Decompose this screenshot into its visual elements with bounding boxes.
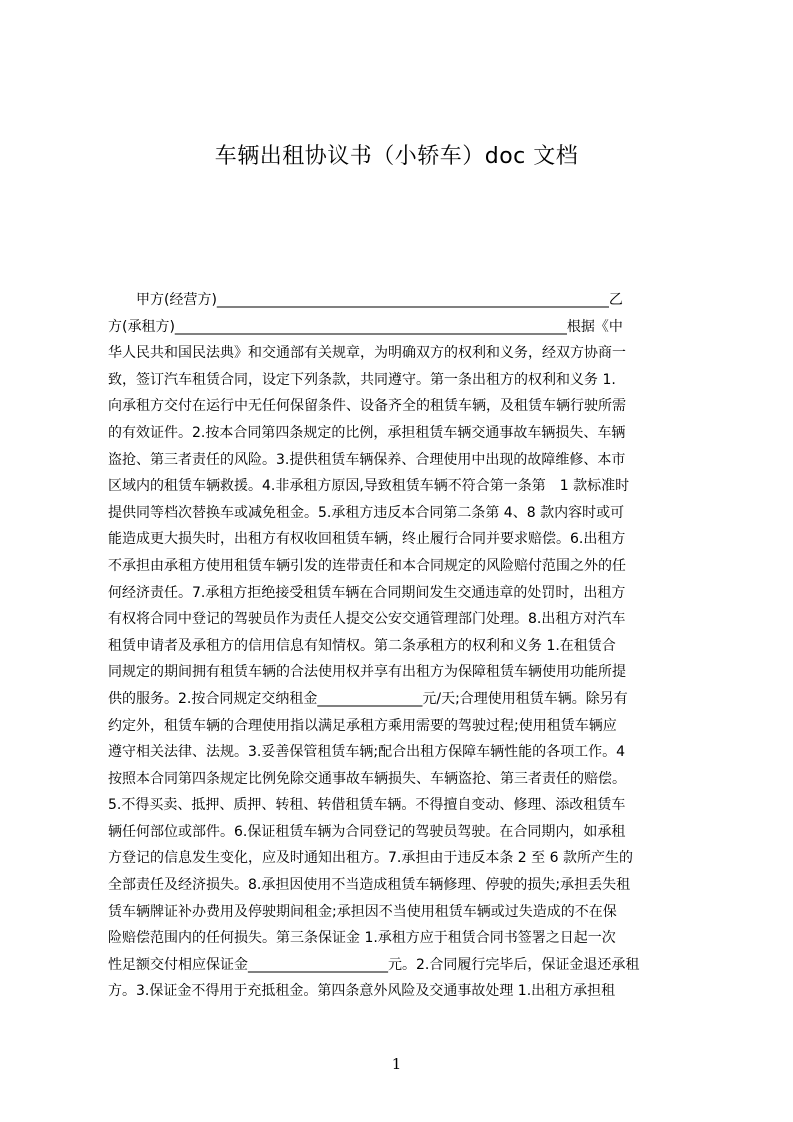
body-line: 华人民共和国民法典》和交通部有关规章，为明确双方的权利和义务，经双方协商一 — [108, 345, 626, 362]
document-title: 车辆出租协议书（小轿车）doc 文档 — [214, 144, 579, 169]
body-line: 性足额交付相应保证金____________________元。2.合同履行完毕后，保证金退还承租 — [108, 956, 640, 973]
body-line: 的有效证件。2.按本合同第四条规定的比例，承担租赁车辆交通事故车辆损失、车辆 — [108, 424, 626, 441]
body-line: 甲方(经营方)________________________________________________________乙 — [108, 292, 623, 308]
body-line: 同规定的期间拥有租赁车辆的合法使用权并享有出租方为保障租赁车辆使用功能所提 — [108, 664, 626, 681]
body-line: 供的服务。2.按合同规定交纳租金_______________元/天;合理使用租赁车辆。除另有 — [108, 690, 628, 707]
body-line: 按照本合同第四条规定比例免除交通事故车辆损失、车辆盗抢、第三者责任的赔偿。 — [108, 770, 626, 787]
body-line: 有权将合同中登记的驾驶员作为责任人提交公安交通管理部门处理。8.出租方对汽车 — [108, 611, 626, 628]
body-line: 辆任何部位或部件。6.保证租赁车辆为合同登记的驾驶员驾驶。在合同期内，如承租 — [108, 823, 626, 840]
body-line: 不承担由承租方使用租赁车辆引发的连带责任和本合同规定的风险赔付范围之外的任 — [108, 557, 626, 574]
body-line: 方登记的信息发生变化，应及时通知出租方。7.承担由于违反本条 2 至 6 款所产生的 — [108, 850, 633, 867]
body-line: 5.不得买卖、抵押、质押、转租、转借租赁车辆。不得擅自变动、修理、添改租赁车 — [108, 797, 626, 814]
body-line: 赁车辆牌证补办费用及停驶期间租金;承担因不当使用租赁车辆或过失造成的不在保 — [108, 903, 617, 920]
body-line: 提供同等档次替换车或减免租金。5.承租方违反本合同第二条第 4、8 款内容时或可 — [108, 504, 625, 521]
body-line: 能造成更大损失时，出租方有权收回租赁车辆，终止履行合同并要求赔偿。6.出租方 — [108, 531, 626, 548]
body-line: 方。3.保证金不得用于充抵租金。第四条意外风险及交通事故处理 1.出租方承担租 — [108, 983, 616, 1000]
body-line: 致，签订汽车租赁合同，设定下列条款，共同遵守。第一条出租方的权利和义务 1. — [108, 371, 616, 388]
page-number: 1 — [391, 1055, 402, 1073]
document-body — [108, 287, 700, 1005]
body-line: 何经济责任。7.承租方拒绝接受租赁车辆在合同期间发生交通违章的处罚时，出租方 — [108, 584, 626, 601]
body-line: 方(承租方)________________________________________________________根据《中 — [108, 318, 623, 335]
body-line: 租赁申请者及承租方的信用信息有知情权。第二条承租方的权利和义务 1.在租赁合 — [108, 637, 616, 654]
body-line: 全部责任及经济损失。8.承担因使用不当造成租赁车辆修理、停驶的损失;承担丢失租 — [108, 877, 631, 894]
body-line: 遵守相关法律、法规。3.妥善保管租赁车辆;配合出租方保障车辆性能的各项工作。4 — [108, 744, 625, 761]
body-line: 区域内的租赁车辆救援。4.非承租方原因,导致租赁车辆不符合第一条第 1 款标准时 — [108, 478, 630, 495]
body-line: 盗抢、第三者责任的风险。3.提供租赁车辆保养、合理使用中出现的故障维修、本市 — [108, 451, 626, 468]
body-line: 约定外，租赁车辆的合理使用指以满足承租方乘用需要的驾驶过程;使用租赁车辆应 — [108, 717, 617, 734]
body-line: 向承租方交付在运行中无任何保留条件、设备齐全的租赁车辆，及租赁车辆行驶所需 — [108, 398, 626, 415]
body-line: 险赔偿范围内的任何损失。第三条保证金 1.承租方应于租赁合同书签署之日起一次 — [108, 930, 616, 947]
